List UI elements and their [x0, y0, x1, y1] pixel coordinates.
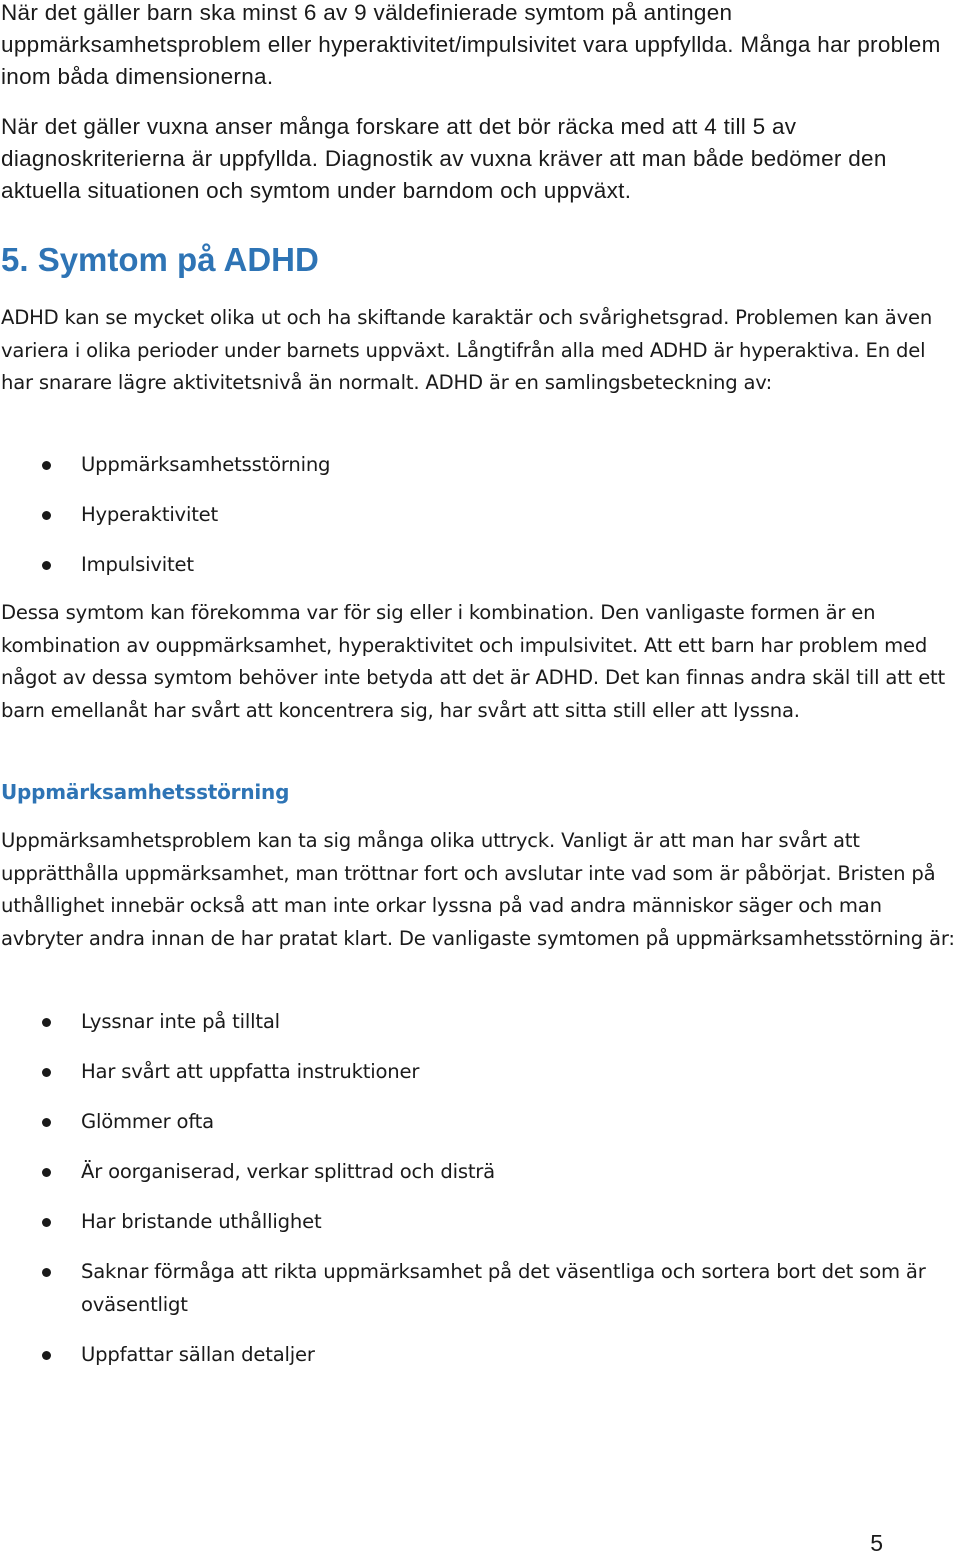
combination-paragraph: Dessa symtom kan förekomma var för sig eller i kombination. Den vanligaste formen är en kombination av ouppmärksamhet, hyperaktivitet och impulsivitet. Att ett barn har problem med något av dessa symtom behöver inte betyda att det är ADHD. Det kan finnas andra skäl till att ett barn emellanåt har svårt att koncentrera sig, har svårt att sitta still eller att lyssna.	[1, 601, 946, 723]
section-intro-paragraph: ADHD kan se mycket olika ut och ha skiftande karaktär och svårighetsgrad. Problemen kan även variera i olika perioder under barnets uppväxt. Långtifrån alla med ADHD är hyperaktiva. En del har snarare lägre aktivitetsnivå än normalt. ADHD är en samlingsbeteckning av:	[1, 306, 933, 395]
adhd-components-list	[0, 449, 960, 582]
list-item: Lyssnar inte på tilltal	[0, 1006, 960, 1039]
bullet-icon	[42, 1351, 51, 1360]
list-item: Har bristande uthållighet	[0, 1206, 960, 1239]
list-item: Impulsivitet	[0, 549, 960, 582]
bullet-icon	[42, 561, 51, 570]
list-item: Har svårt att uppfatta instruktioner	[0, 1056, 960, 1089]
attention-symptoms-list	[0, 1006, 960, 1371]
list-item: Hyperaktivitet	[0, 499, 960, 532]
attention-paragraph: Uppmärksamhetsproblem kan ta sig många olika uttryck. Vanligt är att man har svårt att upprätthålla uppmärksamhet, man tröttnar fort och avslutar inte vad som är påbörjat. Bristen på uthållighet innebär också att man inte orkar lyssna på vad andra människor säger och man avbryter andra innan de har pratat klart. De vanligaste symtomen på uppmärksamhetsstörning är:	[1, 829, 955, 951]
list-item: Uppmärksamhetsstörning	[0, 449, 960, 482]
bullet-icon	[42, 1268, 51, 1277]
list-item: Uppfattar sällan detaljer	[0, 1339, 960, 1372]
list-item: Saknar förmåga att rikta uppmärksamhet på det väsentliga och sortera bort det som är oväsentligt	[0, 1256, 960, 1321]
bullet-icon	[42, 1218, 51, 1227]
intro-paragraph-adults: När det gäller vuxna anser många forskare att det bör räcka med att 4 till 5 av diagnoskriterierna är uppfyllda. Diagnostik av vuxna kräver att man både bedömer den aktuella situationen och symtom under barndom och uppväxt.	[1, 114, 887, 203]
list-item: Glömmer ofta	[0, 1106, 960, 1139]
bullet-icon	[42, 1018, 51, 1027]
subsection-heading: Uppmärksamhetsstörning	[1, 780, 290, 804]
page-number: 5	[870, 1530, 883, 1556]
list-item: Är oorganiserad, verkar splittrad och disträ	[0, 1156, 960, 1189]
bullet-icon	[42, 1168, 51, 1177]
bullet-icon	[42, 1118, 51, 1127]
bullet-icon	[42, 461, 51, 470]
bullet-icon	[42, 1068, 51, 1077]
bullet-icon	[42, 511, 51, 520]
intro-paragraph-children: När det gäller barn ska minst 6 av 9 väldefinierade symtom på antingen uppmärksamhetsproblem eller hyperaktivitet/impulsivitet vara uppfyllda. Många har problem inom båda dimensionerna.	[1, 0, 941, 89]
section-heading: 5. Symtom på ADHD	[1, 241, 319, 278]
